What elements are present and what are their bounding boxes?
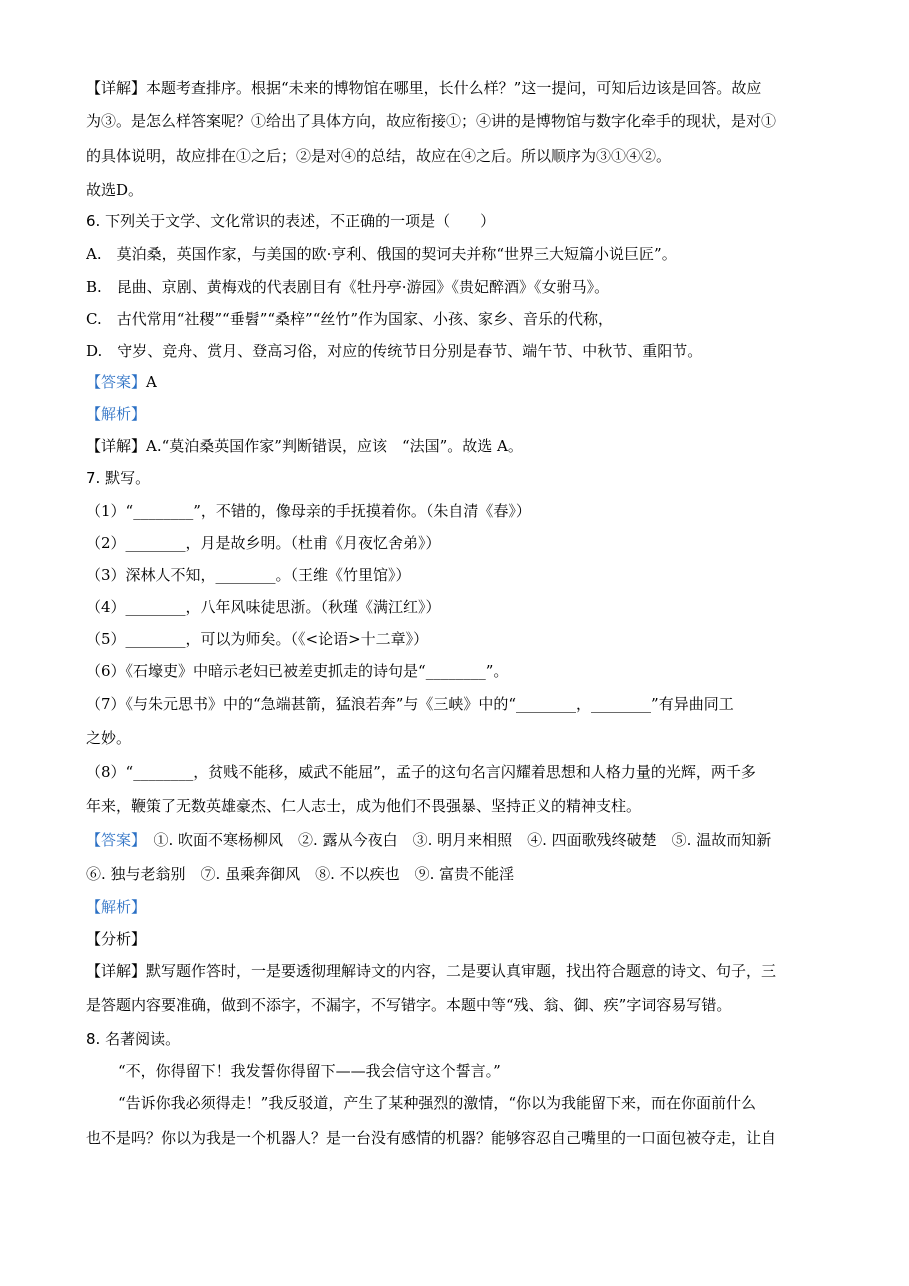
line-text: “不，你得留下！我发誓你得留下——我会信守这个誓言。” bbox=[118, 1062, 501, 1080]
line-text: 是答题内容要准确，做到不添字，不漏字，不写错字。本题中等“残、翁、御、疾”字词容易写错。 bbox=[86, 996, 732, 1014]
text-line bbox=[86, 762, 756, 782]
line-text: 【详解】本题考查排序。根据“未来的博物馆在哪里，长什么样？”这一提问，可知后边该是回答。故应 bbox=[86, 79, 762, 97]
line-text: ⑥. 独与老翁别 ⑦. 虽乘奔御风 ⑧. 不以疾也 ⑨. 富贵不能淫 bbox=[86, 865, 515, 883]
section-label: 【解析】 bbox=[86, 898, 147, 916]
line-text: 年来，鞭策了无数英雄豪杰、仁人志士，成为他们不畏强暴、坚持正义的精神支柱。 bbox=[86, 797, 642, 815]
line-text: “告诉你我必须得走！”我反驳道，产生了某种强烈的激情，“你以为我能留下来，而在你面前什么 bbox=[118, 1094, 757, 1112]
text-line bbox=[86, 796, 641, 816]
line-text: ①. 吹面不寒杨柳风 ②. 露从今夜白 ③. 明月来相照 ④. 四面歌残终破楚 ⑤. 温故而知新 bbox=[138, 831, 772, 849]
line-text: 【详解】默写题作答时，一是要透彻理解诗文的内容，二是要认真审题，找出符合题意的诗文、句子，三 bbox=[86, 962, 777, 980]
section-label: 【解析】 bbox=[86, 405, 147, 423]
text-line bbox=[86, 533, 441, 553]
text-line bbox=[86, 404, 146, 424]
line-text: 6. 下列关于文学、文化常识的表述，不正确的一项是（ ） bbox=[86, 212, 496, 230]
line-text: （3）深林人不知，________。（王维《竹里馆》） bbox=[86, 566, 411, 584]
text-line bbox=[86, 211, 495, 231]
line-text: A. 莫泊桑，英国作家，与美国的欧·亨利、俄国的契诃夫并称“世界三大短篇小说巨匠”。 bbox=[86, 245, 677, 263]
text-line bbox=[86, 309, 613, 329]
text-line bbox=[86, 694, 734, 714]
text-line bbox=[86, 897, 146, 917]
text-line bbox=[118, 1093, 756, 1113]
text-line bbox=[86, 830, 771, 850]
line-text: 7. 默写。 bbox=[86, 469, 151, 487]
line-text: A bbox=[146, 373, 157, 391]
text-line bbox=[86, 180, 143, 200]
text-line bbox=[86, 468, 150, 488]
line-text: 【分析】 bbox=[86, 930, 147, 948]
section-label: 【答案】 bbox=[86, 373, 147, 391]
text-line bbox=[86, 597, 441, 617]
text-line bbox=[86, 661, 508, 681]
text-line bbox=[86, 78, 761, 98]
text-line bbox=[86, 1128, 776, 1148]
line-text: （7）《与朱元思书》中的“急端甚箭，猛浪若奔”与《三峡》中的“________，________”有异曲同工 bbox=[86, 695, 734, 713]
text-line bbox=[86, 146, 671, 166]
line-text: B. 昆曲、京剧、黄梅戏的代表剧目有《牡丹亭·游园》《贵妃醉酒》《女驸马》。 bbox=[86, 278, 610, 296]
line-text: （5）________，可以为师矣。（《<论语>十二章》） bbox=[86, 630, 429, 648]
line-text: C. 古代常用“社稷”“垂髫”“桑梓”“丝竹”作为国家、小孩、家乡、音乐的代称， bbox=[86, 310, 614, 328]
text-line bbox=[86, 372, 157, 392]
line-text: （1）“________”，不错的，像母亲的手抚摸着你。（朱自清《春》） bbox=[86, 502, 531, 520]
text-line bbox=[86, 728, 131, 748]
text-line bbox=[118, 1061, 501, 1081]
section-label: 【答案】 bbox=[86, 831, 139, 849]
line-text: （8）“________，贫贱不能移，威武不能屈”，孟子的这句名言闪耀着思想和人格力量的光辉，两千多 bbox=[86, 763, 756, 781]
line-text: （2）________，月是故乡明。（杜甫《月夜忆舍弟》） bbox=[86, 534, 441, 552]
text-line bbox=[86, 501, 531, 521]
line-text: （6）《石壕吏》中暗示老妇已被差吏抓走的诗句是“________”。 bbox=[86, 662, 509, 680]
line-text: D. 守岁、竞舟、赏月、登高习俗，对应的传统节日分别是春节、端午节、中秋节、重阳节。 bbox=[86, 342, 703, 360]
text-line bbox=[86, 244, 677, 264]
text-line bbox=[86, 864, 514, 884]
line-text: 【详解】A.“莫泊桑英国作家”判断错误，应该 “法国”。故选 A。 bbox=[86, 437, 523, 455]
text-line bbox=[86, 995, 731, 1015]
line-text: 8. 名著阅读。 bbox=[86, 1030, 181, 1048]
text-line bbox=[86, 1029, 180, 1049]
text-line bbox=[86, 111, 776, 131]
line-text: 之妙。 bbox=[86, 729, 132, 747]
line-text: 也不是吗？你以为我是一个机器人？是一台没有感情的机器？能够容忍自己嘴里的一口面包被夺走，让自 bbox=[86, 1129, 777, 1147]
line-text: 故选D。 bbox=[86, 181, 144, 199]
text-line bbox=[86, 341, 702, 361]
text-line bbox=[86, 929, 146, 949]
line-text: （4）________，八年风味徒思浙。（秋瑾《满江红》） bbox=[86, 598, 441, 616]
line-text: 为③。是怎么样答案呢？①给出了具体方向，故应衔接①；④讲的是博物馆与数字化牵手的现状，是对① bbox=[86, 112, 777, 130]
text-line bbox=[86, 961, 776, 981]
text-line bbox=[86, 436, 523, 456]
text-line bbox=[86, 565, 411, 585]
line-text: 的具体说明，故应排在①之后；②是对④的总结，故应在④之后。所以顺序为③①④②。 bbox=[86, 147, 672, 165]
text-line bbox=[86, 629, 428, 649]
text-line bbox=[86, 277, 609, 297]
